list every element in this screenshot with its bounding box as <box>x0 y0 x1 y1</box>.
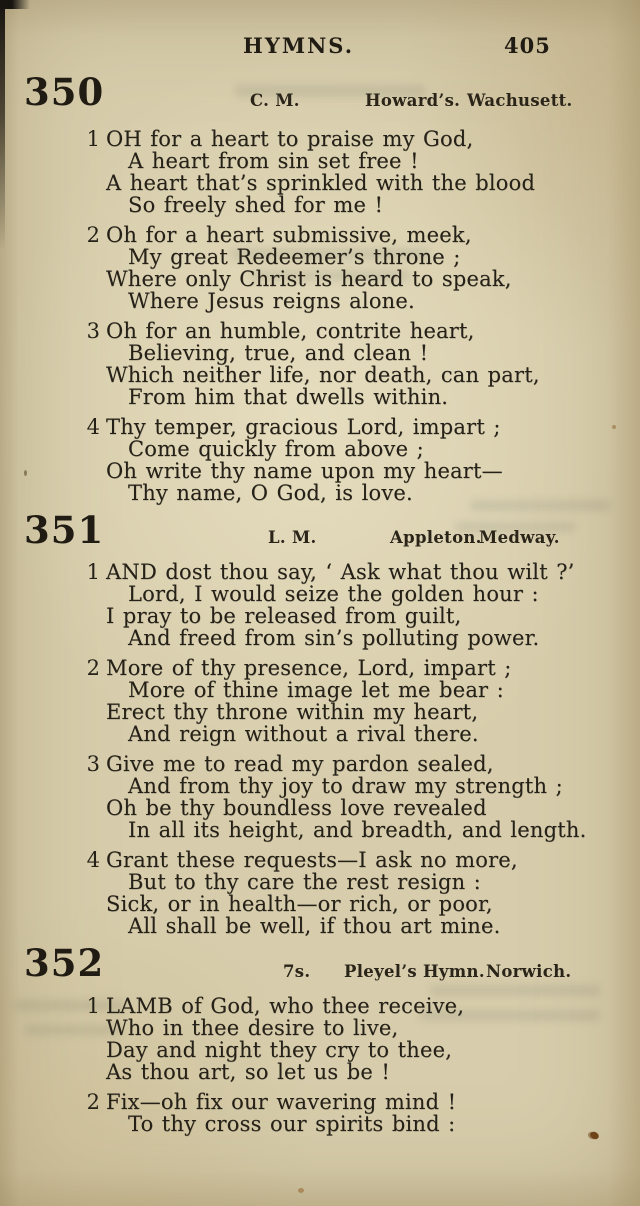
verse-line: Believing, true, and clean ! <box>128 341 429 365</box>
verse-number: 3 <box>86 752 100 776</box>
tune-name: Appleton. <box>390 528 482 547</box>
verse-line: A heart from sin set free ! <box>128 149 419 173</box>
hymn-heading <box>0 508 640 561</box>
tune-name: Medway. <box>479 528 560 547</box>
verse-lines <box>106 753 640 841</box>
hymn-352 <box>0 941 640 1136</box>
verse-number: 2 <box>86 223 100 247</box>
verse-lines <box>106 995 640 1083</box>
verse-lines <box>106 416 640 504</box>
verse <box>82 1091 640 1135</box>
verse-line: And freed from sin’s polluting power. <box>128 626 540 650</box>
verse <box>82 849 640 937</box>
verse-lines <box>106 320 640 408</box>
hymn-350 <box>0 70 640 505</box>
verse-line: Grant these requests—I ask no more, <box>106 848 518 872</box>
verse-line: To thy cross our spirits bind : <box>128 1112 456 1136</box>
verse-line: But to thy care the rest resign : <box>128 870 481 894</box>
hymn-meter: L. M. <box>268 528 317 547</box>
verse <box>82 995 640 1083</box>
verse-line: All shall be well, if thou art mine. <box>128 914 501 938</box>
hymn-number: 351 <box>24 508 105 552</box>
verse-line: Which neither life, nor death, can part, <box>106 363 540 387</box>
verse-line: So freely shed for me ! <box>128 193 384 217</box>
verse-line: Oh be thy boundless love revealed <box>106 796 487 820</box>
verse <box>82 128 640 216</box>
verse-number: 2 <box>86 1090 100 1114</box>
verse-lines <box>106 657 640 745</box>
verse-line: Erect thy throne within my heart, <box>106 700 479 724</box>
verse-lines <box>106 849 640 937</box>
verse-line: Who in thee desire to live, <box>106 1016 399 1040</box>
verse-number: 1 <box>86 127 100 151</box>
verse-line: Come quickly from above ; <box>128 437 424 461</box>
verse-line: And reign without a rival there. <box>128 722 479 746</box>
verse-lines <box>106 561 640 649</box>
verse-line: And from thy joy to draw my strength ; <box>128 774 563 798</box>
hymn-351 <box>0 508 640 938</box>
verse-line: Oh for a heart submissive, meek, <box>106 223 472 247</box>
verse <box>82 224 640 312</box>
verse-number: 4 <box>86 848 100 872</box>
verse-number: 1 <box>86 560 100 584</box>
verse-line: Fix—oh fix our wavering mind ! <box>106 1090 457 1114</box>
verse-line: OH for a heart to praise my God, <box>106 127 474 151</box>
verse-number: 4 <box>86 415 100 439</box>
verse-line: From him that dwells within. <box>128 385 449 409</box>
verse-line: Thy temper, gracious Lord, impart ; <box>106 415 501 439</box>
verse-line: Where Jesus reigns alone. <box>128 289 415 313</box>
verse-line: Thy name, O God, is love. <box>128 481 413 505</box>
hymn-meter: C. M. <box>250 91 300 110</box>
verse-line: Oh for an humble, contrite heart, <box>106 319 475 343</box>
verse-line: I pray to be released from guilt, <box>106 604 462 628</box>
verse <box>82 320 640 408</box>
tune-name: Pleyel’s Hymn. <box>344 962 485 981</box>
tune-name: Wachusett. <box>467 91 573 110</box>
hymn-meter: 7s. <box>283 962 311 981</box>
verse-line: More of thy presence, Lord, impart ; <box>106 656 512 680</box>
verse-line: More of thine image let me bear : <box>128 678 504 702</box>
verse-line: Day and night they cry to thee, <box>106 1038 453 1062</box>
verse-lines <box>106 128 640 216</box>
tune-name: Norwich. <box>486 962 572 981</box>
hymn-heading <box>0 941 640 995</box>
page-number: 405 <box>504 33 551 58</box>
verse <box>82 657 640 745</box>
verse-line: As thou art, so let us be ! <box>106 1060 390 1084</box>
verse-line: Sick, or in health—or rich, or poor, <box>106 892 493 916</box>
page-content <box>0 70 640 1143</box>
verse <box>82 416 640 504</box>
foxing-speck <box>298 1188 304 1193</box>
tune-name: Howard’s. <box>365 91 461 110</box>
verse-number: 2 <box>86 656 100 680</box>
verse-line: Where only Christ is heard to speak, <box>106 267 512 291</box>
verse-lines <box>106 224 640 312</box>
verse <box>82 753 640 841</box>
verse-line: A heart that’s sprinkled with the blood <box>106 171 536 195</box>
verse-number: 3 <box>86 319 100 343</box>
hymn-heading <box>0 70 640 128</box>
verse-line: AND dost thou say, ‘ Ask what thou wilt ?’ <box>106 560 575 584</box>
verse-number: 1 <box>86 994 100 1018</box>
verse-line: Oh write thy name upon my heart— <box>106 459 503 483</box>
verse-line: My great Redeemer’s throne ; <box>128 245 461 269</box>
page-header <box>0 33 640 59</box>
verse-line: In all its height, and breadth, and length. <box>128 818 587 842</box>
verse-lines <box>106 1091 640 1135</box>
verse-line: Give me to read my pardon sealed, <box>106 752 494 776</box>
hymn-number: 352 <box>24 941 105 985</box>
running-title: HYMNS. <box>243 33 355 58</box>
verse <box>82 561 640 649</box>
verse-line: LAMB of God, who thee receive, <box>106 994 465 1018</box>
hymn-number: 350 <box>24 70 105 114</box>
verse-line: Lord, I would seize the golden hour : <box>128 582 539 606</box>
